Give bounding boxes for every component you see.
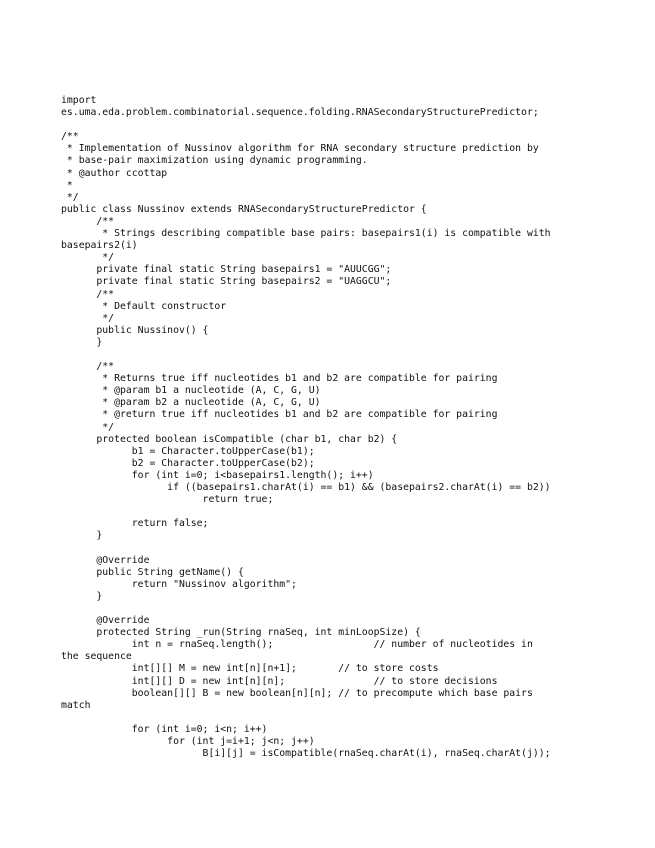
code-line: protected boolean isCompatible (char b1, char b2) { bbox=[61, 433, 398, 445]
code-line bbox=[61, 349, 621, 361]
code-line: int[][] D = new int[n][n]; // to store decisions bbox=[61, 675, 498, 687]
code-line bbox=[61, 506, 621, 518]
code-line: */ bbox=[61, 421, 115, 433]
code-line: /** bbox=[61, 361, 115, 373]
code-line: * base-pair maximization using dynamic programming. bbox=[61, 155, 368, 167]
code-line: es.uma.eda.problem.combinatorial.sequence.folding.RNASecondaryStructurePredictor; bbox=[61, 107, 539, 119]
code-line: int[][] M = new int[n][n+1]; // to store costs bbox=[61, 663, 439, 675]
code-line: */ bbox=[61, 191, 79, 203]
code-line: b2 = Character.toUpperCase(b2); bbox=[61, 457, 315, 469]
code-line: private final static String basepairs2 = "UAGGCU"; bbox=[61, 276, 392, 288]
code-line: return true; bbox=[61, 494, 274, 506]
code-line: B[i][j] = isCompatible(rnaSeq.charAt(i), rnaSeq.charAt(j)); bbox=[61, 748, 551, 760]
code-line: basepairs2(i) bbox=[61, 240, 138, 252]
code-line bbox=[61, 542, 621, 554]
code-line bbox=[61, 603, 621, 615]
code-line bbox=[61, 712, 621, 724]
code-line: return false; bbox=[61, 518, 209, 530]
code-line: * bbox=[61, 179, 73, 191]
code-line: for (int j=i+1; j<n; j++) bbox=[61, 735, 315, 747]
code-line: if ((basepairs1.charAt(i) == b1) && (basepairs2.charAt(i) == b2)) bbox=[61, 482, 551, 493]
code-line: * @param b2 a nucleotide (A, C, G, U) bbox=[61, 397, 321, 409]
code-line: return "Nussinov algorithm"; bbox=[61, 578, 297, 590]
code-line: * Implementation of Nussinov algorithm for RNA secondary structure prediction by bbox=[61, 143, 539, 155]
code-line: /** bbox=[61, 288, 115, 300]
code-line bbox=[61, 119, 621, 131]
code-line: @Override bbox=[61, 554, 150, 566]
code-line: } bbox=[61, 590, 103, 602]
code-line: * @author ccottap bbox=[61, 167, 168, 179]
code-line: * Default constructor bbox=[61, 300, 227, 312]
code-line: protected String _run(String rnaSeq, int minLoopSize) { bbox=[61, 627, 421, 639]
code-line: @Override bbox=[61, 615, 150, 627]
code-line: the sequence bbox=[61, 651, 132, 663]
code-line: boolean[][] B = new boolean[n][n]; // to precompute which base pairs bbox=[61, 687, 533, 699]
code-line: int n = rnaSeq.length(); // number of nucleotides in bbox=[61, 639, 533, 651]
code-line: * @return true iff nucleotides b1 and b2 are compatible for pairing bbox=[61, 409, 498, 421]
code-line: public String getName() { bbox=[61, 566, 244, 578]
code-line: b1 = Character.toUpperCase(b1); bbox=[61, 445, 315, 457]
code-line: match bbox=[61, 699, 91, 711]
code-line: * Returns true iff nucleotides b1 and b2 are compatible for pairing bbox=[61, 373, 498, 385]
code-line: for (int i=0; i<basepairs1.length(); i++) bbox=[61, 469, 374, 481]
code-line: /** bbox=[61, 215, 115, 227]
source-code-block bbox=[61, 95, 621, 760]
code-line: } bbox=[61, 336, 103, 348]
code-line: * Strings describing compatible base pairs: basepairs1(i) is compatible with bbox=[61, 228, 551, 240]
code-line: private final static String basepairs1 = "AUUCGG"; bbox=[61, 264, 392, 276]
code-line: } bbox=[61, 530, 103, 542]
code-line: */ bbox=[61, 252, 115, 264]
code-line: public class Nussinov extends RNASecondaryStructurePredictor { bbox=[61, 203, 427, 215]
code-line: * @param b1 a nucleotide (A, C, G, U) bbox=[61, 385, 321, 397]
code-line: */ bbox=[61, 312, 115, 324]
code-line: public Nussinov() { bbox=[61, 324, 209, 336]
code-line: for (int i=0; i<n; i++) bbox=[61, 723, 268, 735]
code-line: /** bbox=[61, 131, 79, 143]
code-line: import bbox=[61, 95, 97, 106]
